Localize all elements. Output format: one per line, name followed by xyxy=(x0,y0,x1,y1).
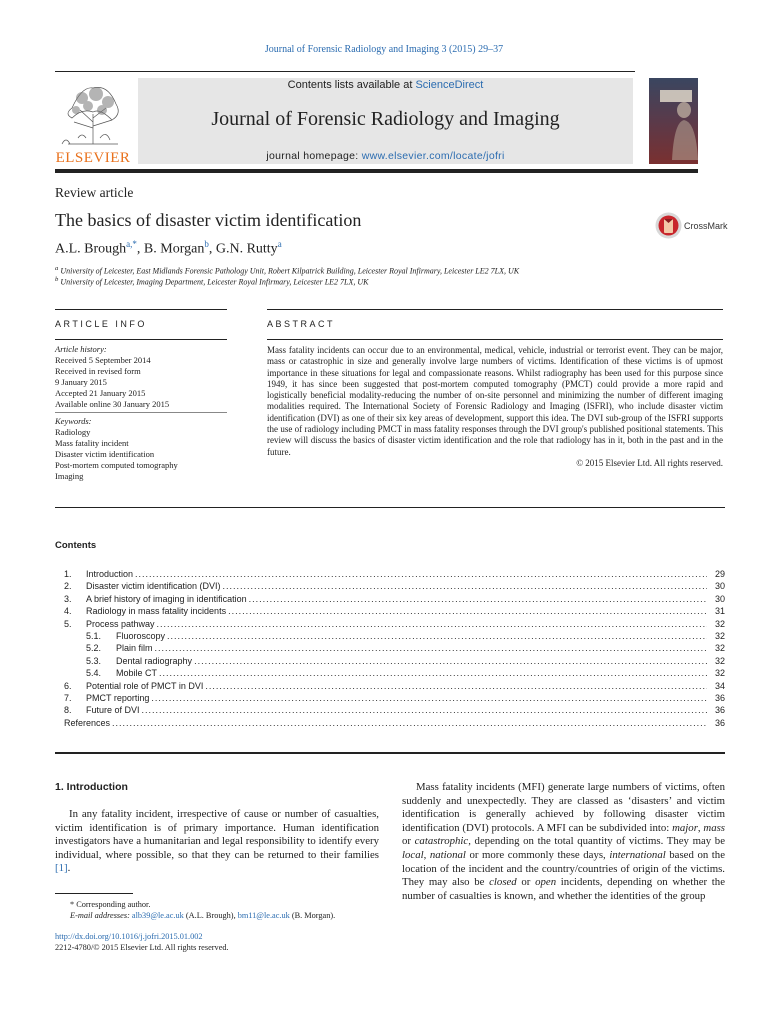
emphasis-term: catastrophic xyxy=(414,835,469,848)
author-affiliation-mark[interactable]: a xyxy=(277,239,282,249)
header-rule xyxy=(55,71,635,72)
abstract-bottom-rule xyxy=(55,507,725,508)
emphasis-term: international xyxy=(609,848,666,861)
history-keywords-rule xyxy=(55,412,227,413)
toc-entry[interactable] xyxy=(64,655,725,667)
author-name: A.L. Brough xyxy=(55,241,127,257)
keywords-label: Keywords: xyxy=(55,416,92,426)
keyword-item: Radiology xyxy=(55,427,91,437)
intro-right-paragraph xyxy=(402,781,725,903)
affiliation-text: University of Leicester, Imaging Department, Leicester Royal Infirmary, Leicester LE2 7LX, UK xyxy=(60,277,369,287)
author-name: B. Morgan xyxy=(143,241,205,257)
history-item: Received in revised form xyxy=(55,366,141,376)
banner-thick-rule xyxy=(55,169,698,173)
toc-number: 5.4. xyxy=(86,668,102,679)
affiliation-mark: a xyxy=(55,265,59,272)
toc-leader-dots xyxy=(167,630,707,642)
emphasis-term: closed xyxy=(489,876,517,889)
toc-leader-dots xyxy=(205,680,707,692)
email-label: E-mail addresses: xyxy=(70,911,132,920)
toc-leader-dots xyxy=(135,568,707,580)
info-heading-rule xyxy=(55,339,227,340)
toc-leader-dots xyxy=(194,655,707,667)
email-link-1[interactable]: alb39@le.ac.uk xyxy=(131,911,184,920)
toc-label: Fluoroscopy xyxy=(116,630,166,641)
intro-right-text: or more commonly these days, xyxy=(465,848,610,861)
intro-right-text: , depending on the total quantity of victims. They may be xyxy=(468,835,725,848)
toc-number: 5.3. xyxy=(86,655,102,666)
affiliation-text: University of Leicester, East Midlands Forensic Pathology Unit, Robert Kilpatrick Building, Leicester Royal Infirmary, Leicester LE2 7LX, UK xyxy=(60,266,520,276)
keyword-item: Mass fatality incident xyxy=(55,438,129,448)
info-top-rule xyxy=(55,309,227,310)
doi-link[interactable]: http://dx.doi.org/10.1016/j.jofri.2015.01.002 xyxy=(55,932,203,941)
journal-title: Journal of Forensic Radiology and Imaging xyxy=(211,108,560,130)
keyword-item: Imaging xyxy=(55,471,84,481)
contents-prefix: Contents lists available at xyxy=(287,79,416,91)
issn-line: 2212-4780/© 2015 Elsevier Ltd. All rights reserved. xyxy=(55,943,229,952)
toc-label: Potential role of PMCT in DVI xyxy=(86,680,204,691)
footnote xyxy=(55,899,385,921)
toc-leader-dots xyxy=(159,667,707,679)
contents-heading: Contents xyxy=(55,540,97,551)
toc-label: Disaster victim identification (DVI) xyxy=(86,581,221,592)
toc-leader-dots xyxy=(112,717,707,729)
corresponding-author: * Corresponding author. xyxy=(70,900,151,909)
publisher-logo-text: ELSEVIER xyxy=(55,150,131,166)
toc-number: 6. xyxy=(64,680,72,691)
toc-entry[interactable] xyxy=(64,568,725,580)
journal-cover-figure xyxy=(664,100,698,160)
author-list xyxy=(55,239,282,258)
emphasis-term: local xyxy=(402,848,424,861)
toc-entry[interactable] xyxy=(64,618,725,630)
toc-leader-dots xyxy=(223,580,707,592)
emphasis-term: major xyxy=(672,821,698,834)
intro-right-text: or xyxy=(516,876,536,889)
toc-entry[interactable] xyxy=(64,593,725,605)
email-who-2: (B. Morgan). xyxy=(289,911,336,920)
article-type: Review article xyxy=(55,185,134,200)
toc-page-number: 32 xyxy=(714,668,725,679)
article-history xyxy=(55,344,227,410)
intro-right-text: , xyxy=(423,848,430,861)
section-heading-introduction: 1. Introduction xyxy=(55,781,128,793)
toc-page-number: 32 xyxy=(714,655,725,666)
toc-page-number: 30 xyxy=(714,581,725,592)
toc-label: Mobile CT xyxy=(116,668,158,679)
doi-block xyxy=(55,931,229,953)
emphasis-term: mass xyxy=(703,821,726,834)
toc-page-number: 32 xyxy=(714,643,725,654)
toc-page-number: 29 xyxy=(714,569,725,579)
toc-entry[interactable] xyxy=(64,667,725,679)
toc-entry[interactable] xyxy=(64,642,725,654)
toc-leader-dots xyxy=(142,704,707,716)
history-item: Available online 30 January 2015 xyxy=(55,399,170,409)
reference-link[interactable]: [1] xyxy=(55,862,68,875)
affiliation-mark: b xyxy=(55,276,59,283)
emphasis-term: open xyxy=(535,876,557,889)
toc-entry[interactable] xyxy=(64,580,725,592)
crossmark-label[interactable]: CrossMark xyxy=(684,221,728,231)
toc-number: 4. xyxy=(64,606,72,617)
abstract-text: Mass fatality incidents can occur due to an environmental, medical, vehicle, industrial or terrorist event. They can be major, mass or catastrophic in size and generally involve large numbers of victims. Identification of these victims is of upmost importance in these situations for legal and compassionate reasons. Whilst radiography has been used for this purpose since 1949, it has since been suggested that post-mortem computed tomography (PMCT) could provide a more rapid and logistically beneficial modality-reducing the number of on-site personnel and minimizing the number of different imaging modalities required. The International Society of Forensic Radiology and Imaging (ISFRI), who include disaster victim identification (DVI) as one of their six key areas of development, support this idea. The DVI sub-group of the ISFRI supports the use of radiology including PMCT in mass fatality responses through the DVI group's published positional statements. This review will discuss the basics of disaster victim identification and the role that radiology has in it, both in the past and in the future. xyxy=(267,345,723,457)
author-separator: , xyxy=(208,241,216,257)
toc-entry[interactable] xyxy=(64,704,725,716)
toc-page-number: 36 xyxy=(714,705,725,716)
running-header[interactable]: Journal of Forensic Radiology and Imaging 3 (2015) 29–37 xyxy=(264,44,504,55)
toc-number: 1. xyxy=(64,569,72,579)
toc-label: PMCT reporting xyxy=(86,692,150,703)
toc-entry[interactable] xyxy=(64,692,725,704)
toc-number: 2. xyxy=(64,581,72,592)
toc-label: Future of DVI xyxy=(86,705,140,716)
article-title: The basics of disaster victim identification xyxy=(55,210,362,230)
contents-available xyxy=(138,79,633,91)
homepage-prefix: journal homepage: xyxy=(266,150,362,162)
intro-right-text: based on the location of the incident and the country/countries of origin of the victims. They may also be xyxy=(402,848,725,889)
author-affiliation-mark[interactable]: a,* xyxy=(126,239,137,249)
abstract-copyright: © 2015 Elsevier Ltd. All rights reserved. xyxy=(576,457,723,468)
toc-number: 8. xyxy=(64,705,72,716)
toc-label: A brief history of imaging in identification xyxy=(86,593,247,604)
toc-leader-dots xyxy=(155,642,707,654)
history-item: 9 January 2015 xyxy=(55,377,107,387)
abstract-heading: ABSTRACT xyxy=(267,319,336,329)
toc-page-number: 32 xyxy=(714,618,725,629)
toc-label: Plain film xyxy=(116,643,153,654)
keywords xyxy=(55,416,227,482)
toc-page-number: 31 xyxy=(714,606,725,617)
toc-page-number: 30 xyxy=(714,593,725,604)
toc-page-number: 36 xyxy=(714,692,725,703)
table-of-contents xyxy=(64,568,725,729)
toc-label: Process pathway xyxy=(86,618,155,629)
toc-leader-dots xyxy=(151,692,707,704)
journal-homepage xyxy=(138,150,633,162)
toc-number: 5. xyxy=(64,618,72,629)
toc-number: 3. xyxy=(64,593,72,604)
intro-right-text: , xyxy=(697,821,704,834)
toc-leader-dots xyxy=(157,618,707,630)
abstract-heading-rule xyxy=(267,339,723,340)
toc-label: References xyxy=(64,717,111,728)
keyword-item: Post-mortem computed tomography xyxy=(55,460,178,470)
abstract-top-rule xyxy=(267,309,723,310)
affiliation-a xyxy=(55,265,519,276)
intro-left-paragraph xyxy=(55,808,379,876)
toc-entry[interactable] xyxy=(64,630,725,642)
toc-leader-dots xyxy=(249,593,707,605)
emphasis-term: national xyxy=(429,848,466,861)
toc-entry[interactable] xyxy=(64,605,725,617)
footnote-rule xyxy=(55,893,133,894)
toc-number: 7. xyxy=(64,692,72,703)
toc-label: Introduction xyxy=(86,569,134,579)
email-addresses xyxy=(55,910,385,921)
toc-number: 5.1. xyxy=(86,630,102,641)
toc-leader-dots xyxy=(228,605,707,617)
contents-bottom-rule xyxy=(55,752,725,754)
abstract-body xyxy=(267,345,723,469)
author-name: G.N. Rutty xyxy=(215,241,278,257)
toc-page-number: 36 xyxy=(714,717,725,728)
toc-label: Dental radiography xyxy=(116,655,193,666)
intro-right-text: incidents, depending on whether the number of casualties is known, and whether the identities of the group xyxy=(402,876,725,902)
toc-number: 5.2. xyxy=(86,643,102,654)
author-separator: , xyxy=(136,241,144,257)
intro-right-text: Mass fatality incidents (MFI) generate large numbers of victims, often suddenly and unexpectedly. They are classed as ‘disasters’ and victim identification is generally achieved by following disaster victim identification (DVI) protocols. A MFI can be subdivided into: xyxy=(402,781,725,834)
intro-left-end: . xyxy=(67,862,71,875)
crossmark-icon[interactable] xyxy=(655,212,682,239)
affiliation-b xyxy=(55,276,369,287)
author-affiliation-mark[interactable]: b xyxy=(204,239,209,249)
history-item: Received 5 September 2014 xyxy=(55,355,151,365)
toc-entry[interactable] xyxy=(64,717,725,729)
keyword-item: Disaster victim identification xyxy=(55,449,155,459)
email-who-1: (A.L. Brough), xyxy=(183,911,238,920)
intro-left-text: In any fatality incident, irrespective of cause or number of casualties, victim identification is of primary importance. Human identification investigators have a humanitarian and legal responsibility to identify every individual, where possible, so that they can be returned to their families xyxy=(55,808,379,861)
intro-right-text: or xyxy=(402,835,415,848)
sciencedirect-link[interactable]: ScienceDirect xyxy=(415,79,484,91)
email-link-2[interactable]: bm11@le.ac.uk xyxy=(237,911,290,920)
toc-page-number: 34 xyxy=(714,680,725,691)
toc-page-number: 32 xyxy=(714,630,725,641)
toc-entry[interactable] xyxy=(64,680,725,692)
toc-label: Radiology in mass fatality incidents xyxy=(86,606,227,617)
homepage-link[interactable]: www.elsevier.com/locate/jofri xyxy=(361,150,505,162)
history-label: Article history: xyxy=(55,344,107,354)
article-info-heading: ARTICLE INFO xyxy=(55,319,147,329)
history-item: Accepted 21 January 2015 xyxy=(55,388,146,398)
